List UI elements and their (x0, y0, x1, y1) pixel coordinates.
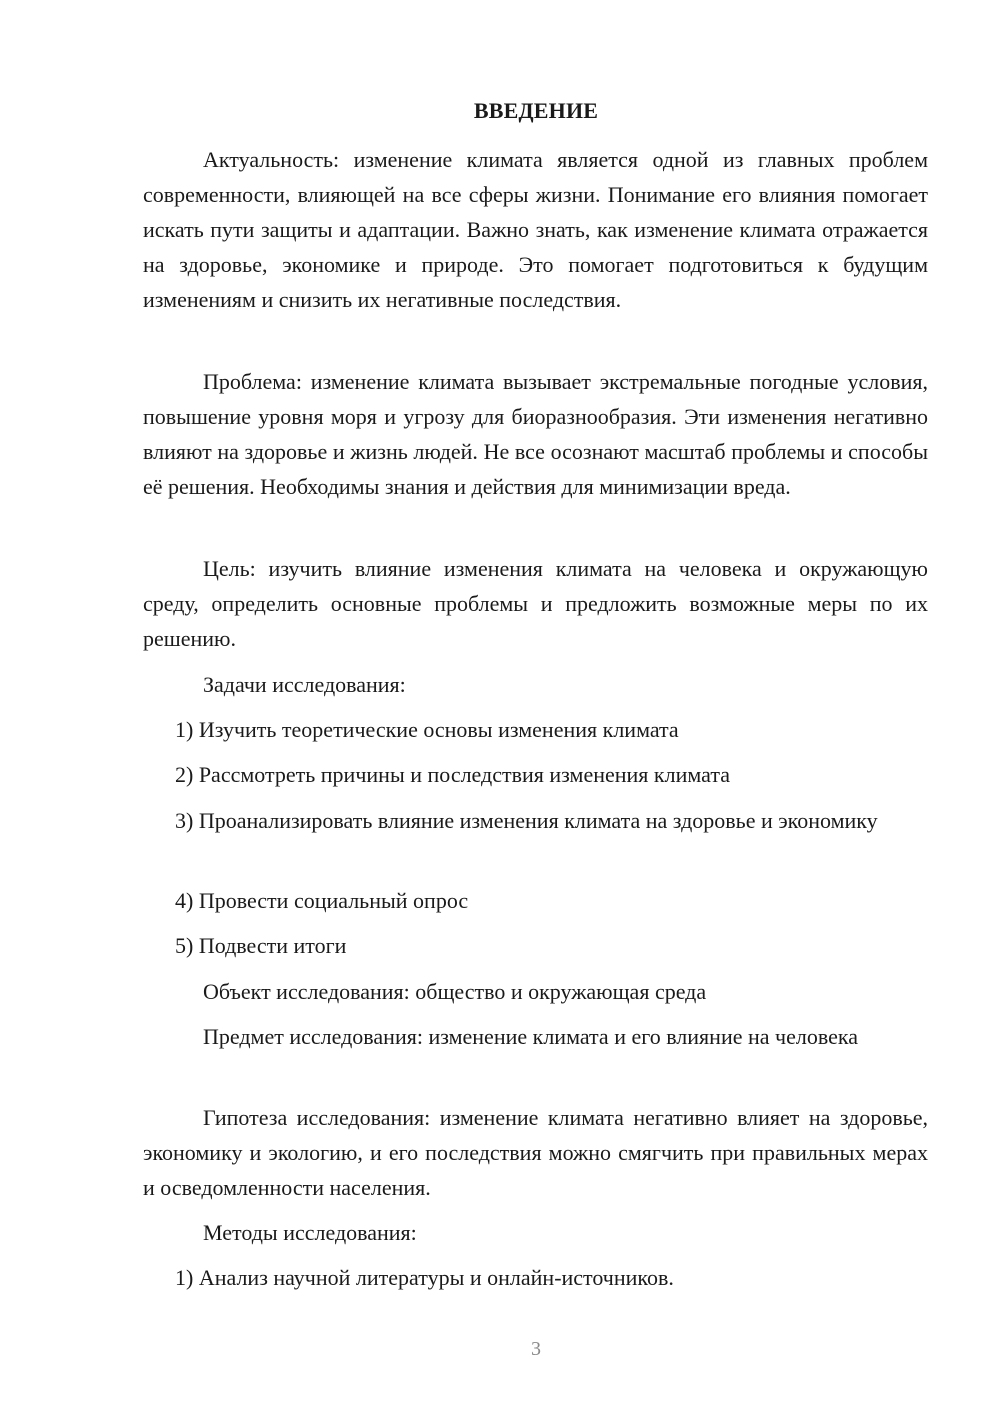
task-item-1: 1) Изучить теоретические основы изменения климата (175, 717, 679, 742)
section-title: ВВЕДЕНИЕ (473, 98, 599, 123)
subject-paragraph: Предмет исследования: изменение климата и его влияние на человека (203, 1024, 858, 1049)
method-item-1: 1) Анализ научной литературы и онлайн-источников. (175, 1265, 674, 1290)
task-item-4: 4) Провести социальный опрос (175, 888, 469, 913)
hypothesis-paragraph: Гипотеза исследования: изменение климата негативно влияет на здоровье, экономику и экологию, и его последствия можно смягчить при правильных мерах и осведомленности населения. (143, 1105, 928, 1200)
page-number: 3 (531, 1338, 541, 1360)
goal-paragraph: Цель: изучить влияние изменения климата на человека и окружающую среду, определить основные проблемы и предложить возможные меры по их решению. (143, 556, 928, 651)
task-item-5: 5) Подвести итоги (175, 933, 347, 958)
relevance-paragraph: Актуальность: изменение климата является одной из главных проблем современности, влияющей на все сферы жизни. Понимание его влияния помогает искать пути защиты и адаптации. Важно знать, как изменение климата отражается на здоровье, экономике и природе. Это помогает подготовиться к будущим изменениям и снизить их негативные последствия. (143, 147, 928, 312)
task-item-3: 3) Проанализировать влияние изменения климата на здоровье и экономику (175, 808, 878, 833)
tasks-heading: Задачи исследования: (203, 672, 406, 697)
methods-heading: Методы исследования: (203, 1220, 417, 1245)
object-paragraph: Объект исследования: общество и окружающая среда (203, 979, 707, 1004)
task-item-2: 2) Рассмотреть причины и последствия изменения климата (175, 762, 730, 787)
problem-paragraph: Проблема: изменение климата вызывает экстремальные погодные условия, повышение уровня моря и угрозу для биоразнообразия. Эти изменения негативно влияют на здоровье и жизнь людей. Не все осознают масштаб проблемы и способы её решения. Необходимы знания и действия для минимизации вреда. (143, 369, 928, 499)
